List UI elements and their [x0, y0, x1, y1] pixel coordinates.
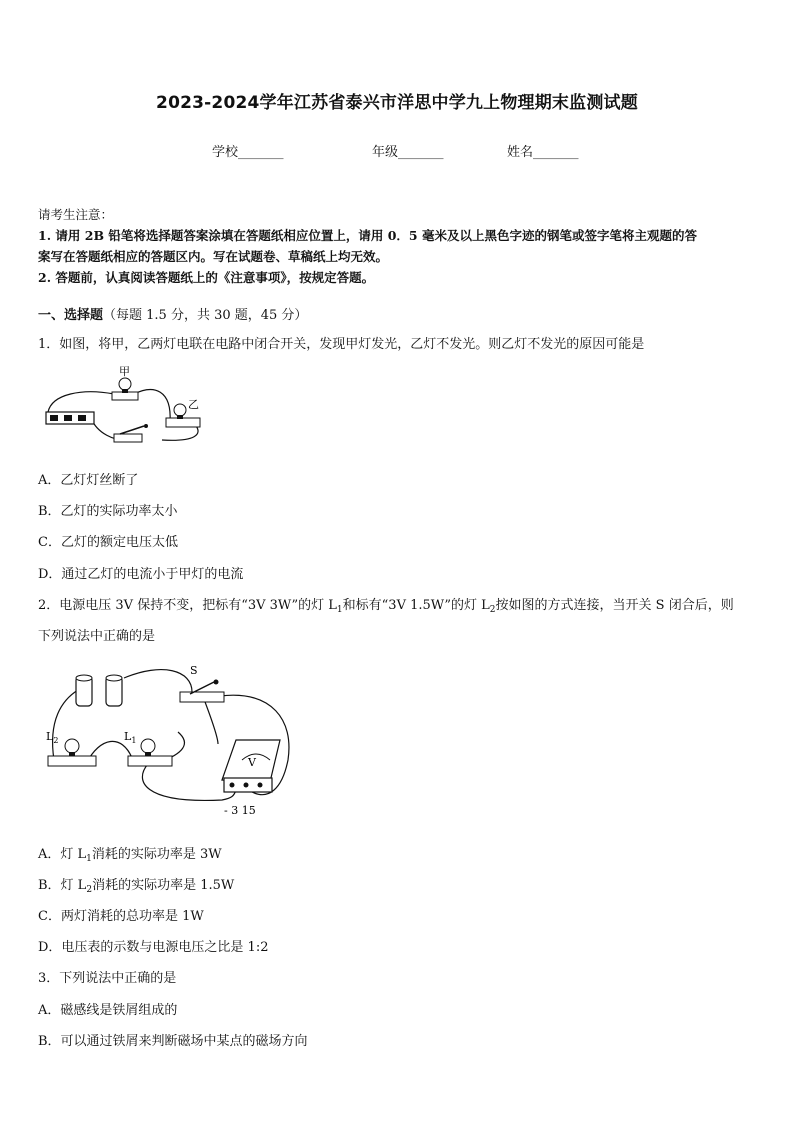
exam-notice [38, 204, 760, 288]
q2-circuit-figure [42, 660, 298, 822]
school-blank: _______ [238, 145, 284, 160]
q2-stem-sub1: 1 [336, 605, 343, 615]
q2-option-d: D．电压表的示数与电源电压之比是 1:2 [38, 940, 269, 955]
q2-stem-sub2: 2 [489, 605, 496, 615]
notice-item-1b: 案写在答题纸相应的答题区内。写在试题卷、草稿纸上均无效。 [38, 249, 389, 264]
q3-option-a: A．磁感线是铁屑组成的 [38, 1003, 178, 1018]
switch-s-label: S [190, 664, 198, 677]
grade-field [372, 141, 444, 160]
page-title: 2023-2024学年江苏省泰兴市洋思中学九上物理期末监测试题 [156, 93, 638, 113]
q2-option-b-sub: 2 [86, 885, 93, 895]
grade-label: 年级 [372, 145, 399, 160]
q1-stem: 1．如图，将甲，乙两灯电联在电路中闭合开关，发现甲灯发光，乙灯不发光。则乙灯不发光的原因可能是 [38, 337, 645, 352]
cell-right-icon [106, 675, 122, 706]
q3-stem: 3．下列说法中正确的是 [38, 971, 177, 986]
grade-blank: _______ [398, 145, 444, 160]
q2-stem-b: 和标有“3V 1.5W”的灯 L [342, 598, 490, 613]
school-field [212, 141, 284, 160]
q2-option-a-text1: A．灯 L [38, 847, 87, 862]
q2-option-c: C．两灯消耗的总功率是 1W [38, 909, 204, 924]
q2-stem-a: 2．电源电压 3V 保持不变，把标有“3V 3W”的灯 L [38, 598, 337, 613]
student-info-fields [0, 141, 794, 161]
q2-option-a-text2: 消耗的实际功率是 3W [91, 847, 222, 862]
q1-option-d: D．通过乙灯的电流小于甲灯的电流 [38, 567, 244, 582]
q2-option-b-text1: B．灯 L [38, 878, 87, 893]
q1-option-c: C．乙灯的额定电压太低 [38, 535, 178, 550]
voltmeter-label: V [248, 756, 256, 769]
q2-option-b-text2: 消耗的实际功率是 1.5W [92, 878, 235, 893]
cell-left-icon [76, 675, 92, 706]
q2-option-a [38, 843, 222, 862]
lamp-l2-label: $L_2$ [46, 730, 59, 745]
section-heading [38, 304, 307, 323]
q2-stem-line1 [38, 594, 734, 613]
q2-stem-line2: 下列说法中正确的是 [38, 629, 156, 644]
name-label: 姓名 [507, 145, 534, 160]
battery-icon [46, 412, 94, 424]
voltmeter-terminals-label: - 3 15 [224, 804, 256, 817]
notice-heading: 请考生注意： [38, 207, 114, 222]
lamp-l1-label: $L_1$ [124, 730, 137, 745]
lamp-yi-label: 乙 [188, 398, 199, 411]
q2-stem-c: 按如图的方式连接，当开关 S 闭合后，则 [495, 598, 734, 613]
section-label: 一、选择题 [38, 308, 104, 323]
switch-icon [114, 424, 148, 442]
lamp-jia-icon [112, 378, 138, 400]
q1-option-b: B．乙灯的实际功率太小 [38, 504, 178, 519]
q3-option-b: B．可以通过铁屑来判断磁场中某点的磁场方向 [38, 1034, 308, 1049]
section-points: （每题 1.5 分，共 30 题，45 分） [103, 308, 308, 323]
q1-circuit-figure [42, 364, 212, 446]
q2-option-a-sub: 1 [86, 854, 92, 864]
name-blank: _______ [533, 145, 579, 160]
school-label: 学校 [212, 145, 239, 160]
q2-option-b [38, 874, 234, 893]
lamp-jia-label: 甲 [119, 365, 130, 378]
q1-option-a: A．乙灯灯丝断了 [38, 473, 139, 488]
notice-item-2: 2. 答题前，认真阅读答题纸上的《注意事项》，按规定答题。 [38, 270, 375, 285]
notice-item-1a: 1. 请用 2B 铅笔将选择题答案涂填在答题纸相应位置上，请用 0．5 毫米及以上黑色字迹的钢笔或签字笔将主观题的答 [38, 228, 697, 243]
name-field [507, 141, 579, 160]
switch-s-icon [180, 680, 224, 703]
